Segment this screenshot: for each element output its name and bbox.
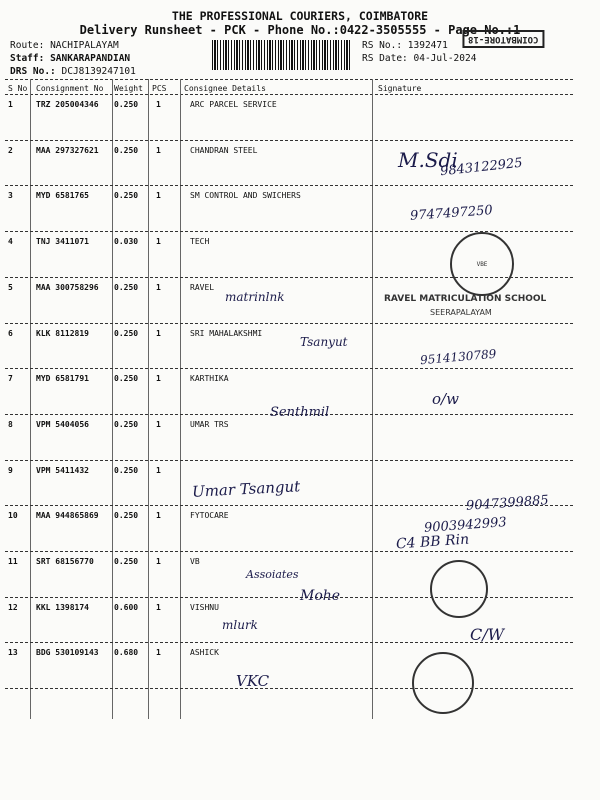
row-pcs: 1: [156, 374, 161, 384]
row-consignee: SM CONTROL AND SWICHERS: [190, 191, 301, 201]
row-divider: [5, 140, 573, 141]
handwritten-text-r9: Umar Tsangut: [191, 477, 301, 501]
col-divider: [148, 79, 149, 719]
drs-line: [10, 66, 136, 77]
row-weight: 0.250: [114, 419, 139, 429]
route-value: NACHIPALAYAM: [50, 40, 119, 51]
handwritten-phone-r2: 9843122925: [439, 155, 524, 180]
table-header-rule: [5, 94, 573, 95]
handwritten-phone-r10: 9003942993: [423, 515, 508, 536]
row-consignee: ARC PARCEL SERVICE: [190, 100, 277, 109]
row-divider: [5, 597, 573, 598]
row-consignment: VPM 5411432: [36, 465, 89, 475]
col-divider: [30, 79, 31, 719]
row-pcs: 1: [156, 237, 161, 247]
row-sno: 5: [8, 282, 13, 292]
row-consignment: MAA 944865869: [36, 511, 99, 521]
rs-date-value: 04-Jul-2024: [413, 53, 477, 64]
handwritten-text-r7: Senthmil: [270, 405, 330, 420]
row-sno: 11: [8, 557, 18, 566]
handwritten-text-r11: Assoiates: [246, 568, 299, 581]
handwritten-phone-r3: 9747497250: [409, 203, 494, 224]
row-consignment: TNJ 3411071: [36, 237, 89, 247]
row-divider: [5, 323, 573, 324]
row-weight: 0.250: [114, 191, 139, 201]
row-consignee: FYTOCARE: [190, 511, 229, 521]
stamp-vbe: VBE: [450, 232, 514, 296]
row-weight: 0.250: [114, 100, 139, 109]
handwritten-text-r5: matrinlnk: [225, 290, 285, 304]
row-sno: 13: [8, 648, 18, 658]
barcode: [212, 40, 350, 70]
row-weight: 0.250: [114, 557, 139, 566]
stamp-coimbatore: COIMBATORE-18: [462, 30, 544, 48]
row-pcs: 1: [156, 511, 161, 521]
row-weight: 0.250: [114, 465, 139, 475]
staff-label: Staff:: [10, 53, 45, 64]
row-consignee: ASHICK: [190, 648, 219, 658]
row-sno: 4: [8, 237, 13, 247]
stamp-ravel-place: SEERAPALAYAM: [430, 308, 492, 317]
row-consignment: MYD 6581765: [36, 191, 89, 201]
row-sno: 3: [8, 191, 13, 201]
col-pcs: PCS: [152, 84, 167, 93]
row-divider: [5, 185, 573, 186]
col-divider: [112, 79, 113, 719]
row-consignee: VISHNU: [190, 602, 219, 612]
col-sno: S No: [8, 84, 28, 93]
col-consignee: Consignee Details: [184, 84, 266, 93]
handwritten-phone-r6: 9514130789: [419, 346, 497, 368]
row-consignee: CHANDRAN STEEL: [190, 145, 258, 155]
table-top-rule: [5, 79, 573, 80]
col-divider: [372, 79, 373, 719]
row-pcs: 1: [156, 282, 161, 292]
row-consignee: UMAR TRS: [190, 419, 229, 429]
rs-no-label: RS No.:: [362, 40, 403, 51]
row-sno: 2: [8, 145, 13, 155]
row-consignment: TRZ 205004346: [36, 100, 99, 109]
row-consignment: KKL 1398174: [36, 602, 89, 612]
row-weight: 0.250: [114, 145, 139, 155]
row-weight: 0.250: [114, 511, 139, 521]
row-pcs: 1: [156, 465, 161, 475]
row-weight: 0.600: [114, 602, 139, 612]
stamp-company-round: [412, 652, 474, 714]
col-consignment: Consignment No: [36, 84, 104, 93]
row-consignment: MAA 300758296: [36, 282, 99, 292]
staff-value: SANKARAPANDIAN: [50, 53, 131, 64]
row-pcs: 1: [156, 557, 161, 566]
row-consignee: TECH: [190, 237, 210, 247]
row-divider: [5, 551, 573, 552]
staff-line: [10, 53, 130, 64]
handwritten-note-r12: C/W: [470, 625, 505, 644]
runsheet-subtitle: Delivery Runsheet - PCK - Phone No.:0422-3505555 - Page No.:1: [79, 23, 521, 37]
handwritten-phone-r9: 9047399885: [465, 493, 550, 514]
row-consignee: VB: [190, 557, 200, 566]
row-weight: 0.680: [114, 648, 139, 658]
row-divider: [5, 368, 573, 369]
row-consignment: SRT 68156770: [36, 557, 94, 566]
drs-label: DRS No.:: [10, 66, 56, 77]
row-weight: 0.250: [114, 328, 139, 338]
row-pcs: 1: [156, 191, 161, 201]
row-divider: [5, 688, 573, 689]
col-weight: Weight: [114, 84, 143, 93]
drs-value: DCJ8139247101: [61, 66, 136, 77]
handwritten-text2-r11: Mohe: [300, 588, 341, 604]
route-label: Route:: [10, 40, 45, 51]
handwritten-note-r10: C4 BB Rin: [395, 531, 470, 553]
signature-r2: M.Sdi: [398, 148, 458, 172]
row-consignment: MYD 6581791: [36, 374, 89, 384]
row-sno: 12: [8, 602, 18, 612]
col-divider: [180, 79, 181, 719]
col-signature: Signature: [378, 84, 422, 93]
row-consignment: VPM 5404056: [36, 419, 89, 429]
rs-date-label: RS Date:: [362, 53, 408, 64]
route-line: [10, 40, 119, 51]
row-pcs: 1: [156, 328, 161, 338]
rs-no-value: 1392471: [407, 40, 448, 51]
row-weight: 0.250: [114, 374, 139, 384]
stamp-ravel-school: RAVEL MATRICULATION SCHOOL: [384, 294, 547, 304]
rs-no-line: [362, 40, 448, 51]
row-sno: 1: [8, 100, 13, 109]
row-pcs: 1: [156, 145, 161, 155]
row-consignment: KLK 8112819: [36, 328, 89, 338]
row-consignee: RAVEL: [190, 282, 215, 292]
row-sno: 8: [8, 419, 13, 429]
handwritten-text-r6: Tsanyut: [300, 335, 348, 349]
row-pcs: 1: [156, 419, 161, 429]
row-pcs: 1: [156, 602, 161, 612]
rs-date-line: [362, 53, 476, 64]
stamp-company-round: [430, 560, 488, 618]
row-sno: 7: [8, 374, 13, 384]
row-weight: 0.030: [114, 237, 139, 247]
row-consignment: MAA 297327621: [36, 145, 99, 155]
row-consignee: SRI MAHALAKSHMI: [190, 328, 263, 338]
row-pcs: 1: [156, 648, 161, 658]
row-sno: 6: [8, 328, 13, 338]
handwritten-text-r12: mlurk: [222, 618, 258, 632]
row-consignee: KARTHIKA: [190, 374, 229, 384]
row-sno: 9: [8, 465, 13, 475]
row-weight: 0.250: [114, 282, 139, 292]
row-pcs: 1: [156, 100, 161, 109]
company-title: THE PROFESSIONAL COURIERS, COIMBATORE: [171, 9, 429, 23]
handwritten-text-r13: VKC: [236, 672, 270, 690]
row-sno: 10: [8, 511, 18, 521]
row-consignment: BDG 530109143: [36, 648, 99, 658]
handwritten-note-r7: o/w: [432, 390, 459, 408]
row-divider: [5, 460, 573, 461]
